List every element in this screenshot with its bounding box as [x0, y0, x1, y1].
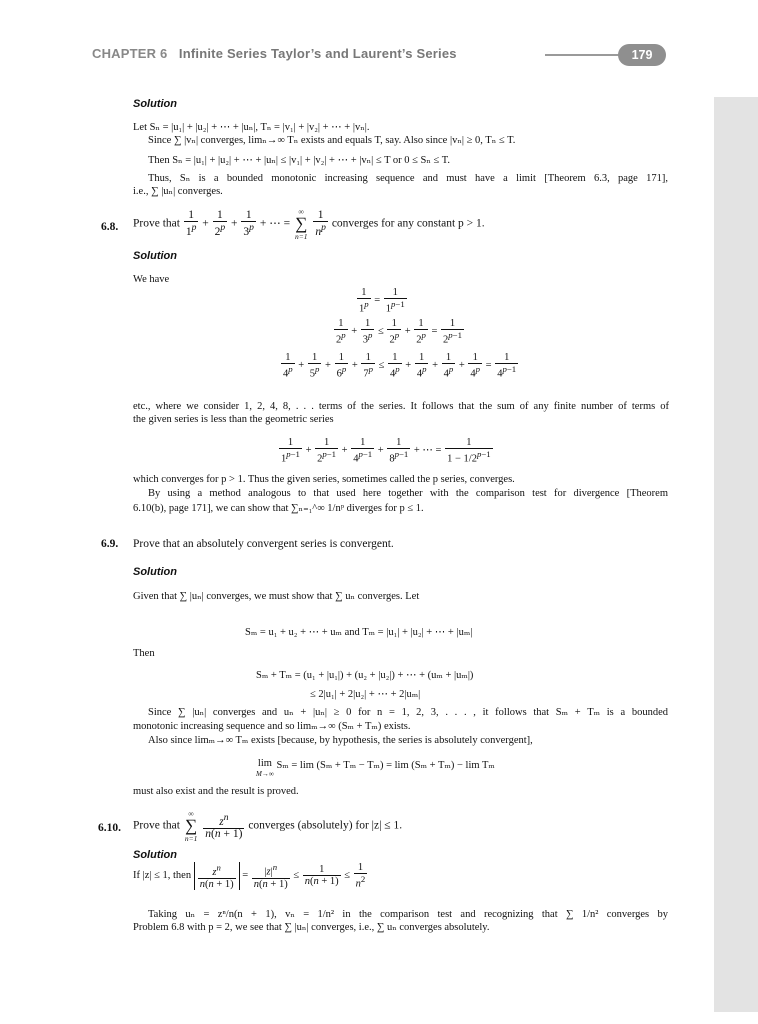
if-clause: If |z| ≤ 1, then [133, 870, 192, 882]
text-line: Also since limₘ→∞ Tₘ exists [because, by hypothesis, the series is absolutely convergent], [148, 735, 533, 746]
text-line: Then Sₙ = |u₁| + |u₂| + ⋯ + |uₙ| ≤ |v₁| + |v₂| + ⋯ + |vₙ| ≤ T or 0 ≤ Sₙ ≤ T. [148, 155, 451, 166]
text-line: Problem 6.8 with p = 2, we see that ∑ |uₙ| converges, i.e., ∑ uₙ converges absolutely. [133, 922, 490, 933]
text-line: etc., where we consider 1, 2, 4, 8, . . . terms of the series. It follows that the sum of any finite number of terms of [133, 401, 669, 412]
problem-tail: converges (absolutely) for |z| ≤ 1. [248, 819, 403, 832]
equation: $\frac{1}{4^p}$ + $\frac{1}{5^p}$ + $\frac{1}{6^p}$ + $\frac{1}{7^p}$ ≤ $\frac{1}{4^p}$ + $\frac{1}{4^p}$ + $\frac{1}{4^p}$ + $\frac{1}{4^p}$ = $\frac{1}{4^{p-1}}$ [283, 352, 517, 380]
solution-heading: Solution [133, 98, 177, 110]
equation: lim M→∞ Sₘ = lim (Sₘ + Tₘ − Tₘ) = lim (Sₘ + Tₘ) − lim Tₘ [256, 758, 495, 778]
chapter-header [92, 46, 457, 61]
equation: $\frac{1}{1^p}$ = $\frac{1}{1^{p-1}}$ [359, 287, 405, 315]
text-line: 6.10(b), page 171], we can show that ∑ₙ₌₁^∞ 1/nᵖ diverges for p ≤ 1. [133, 503, 424, 514]
equation: $\frac{1}{1^{p-1}}$ + $\frac{1}{2^{p-1}}$ + $\frac{1}{4^{p-1}}$ + $\frac{1}{8^{p-1}}$ + ⋯ = $\frac{1}{1 - 1/2^{p-1}}$ [281, 437, 491, 465]
prove-that: Prove that [133, 819, 180, 832]
text-line: the given series is less than the geometric series [133, 414, 334, 425]
equation: If |z| ≤ 1, then $\frac{z^n}{n(n + 1)}$ = $\frac{|z|^n}{n(n + 1)}$ ≤ $\frac{1}{n(n + 1)}$ ≤ $\frac{1}{n^2}$ [133, 862, 366, 890]
solution-heading: Solution [133, 566, 177, 578]
page-number: 179 [618, 44, 666, 66]
problem-number: 6.9. [101, 538, 119, 550]
problem-statement: Prove that $\frac{1}{1^p}$ + $\frac{1}{2^p}$ + $\frac{1}{3^p}$ + ⋯ = ∞ ∑ n=1 $\frac{1}{n^p}$ converges for any constant p > 1. [133, 207, 485, 241]
problem-statement: Prove that ∞ ∑ n=1 $\frac{z^n}{n(n + 1)}$ converges (absolutely) for |z| ≤ 1. [133, 809, 403, 843]
text-line: which converges for p > 1. Thus the given series, sometimes called the p series, converges. [133, 474, 515, 485]
chapter-label: CHAPTER 6 [92, 46, 168, 61]
equation: $\frac{1}{2^p}$ + $\frac{1}{3^p}$ ≤ $\frac{1}{2^p}$ + $\frac{1}{2^p}$ = $\frac{1}{2^{p-1}}$ [336, 318, 462, 346]
equation: Sₘ + Tₘ = (u₁ + |u₁|) + (u₂ + |u₂|) + ⋯ + (uₘ + |uₘ|) [256, 670, 474, 681]
text-line: By using a method analogous to that used here together with the comparison test for divergence [Theorem [148, 488, 668, 499]
text-line: Since ∑ |vₙ| converges, limₙ→∞ Tₙ exists and equals T, say. Also since |vₙ| ≥ 0, Tₙ ≤ T. [148, 135, 516, 146]
text-line: i.e., ∑ |uₙ| converges. [133, 186, 223, 197]
problem-number: 6.8. [101, 221, 119, 233]
prove-that: Prove that [133, 217, 180, 230]
problem-statement: Prove that an absolutely convergent series is convergent. [133, 538, 394, 550]
equation-body: Sₘ = lim (Sₘ + Tₘ − Tₘ) = lim (Sₘ + Tₘ) − lim Tₘ [276, 760, 495, 771]
text-line: Since ∑ |uₙ| converges and uₙ + |uₙ| ≥ 0 for n = 1, 2, 3, . . . , it follows that Sₘ + Tₘ is a bounded [148, 707, 668, 718]
solution-heading: Solution [133, 849, 177, 861]
equation: ≤ 2|u₁| + 2|u₂| + ⋯ + 2|uₘ| [310, 689, 421, 700]
text-line: monotonic increasing sequence and so limₘ→∞ (Sₘ + Tₘ) exists. [133, 721, 411, 732]
side-tab [714, 97, 758, 1012]
text-line: Taking uₙ = zⁿ/n(n + 1), vₙ = 1/n² in the comparison test and recognizing that ∑ 1/n² converges by [148, 909, 668, 920]
text-line: Let Sₙ = |u₁| + |u₂| + ⋯ + |uₙ|, Tₙ = |v₁| + |v₂| + ⋯ + |vₙ|. [133, 122, 370, 133]
text-line: Thus, Sₙ is a bounded monotonic increasing sequence and must have a limit [Theorem 6.3, page 171], [148, 173, 668, 184]
text-line: Then [133, 648, 155, 659]
text-line: Given that ∑ |uₙ| converges, we must show that ∑ uₙ converges. Let [133, 591, 420, 602]
text-line: We have [133, 274, 170, 285]
text-line: must also exist and the result is proved. [133, 786, 299, 797]
chapter-title: Infinite Series Taylor’s and Laurent’s Series [178, 46, 457, 61]
equation: Sₘ = u₁ + u₂ + ⋯ + uₘ and Tₘ = |u₁| + |u₂| + ⋯ + |uₘ| [245, 627, 473, 638]
problem-number: 6.10. [98, 822, 121, 834]
problem-tail: converges for any constant p > 1. [331, 217, 485, 230]
solution-heading: Solution [133, 250, 177, 262]
